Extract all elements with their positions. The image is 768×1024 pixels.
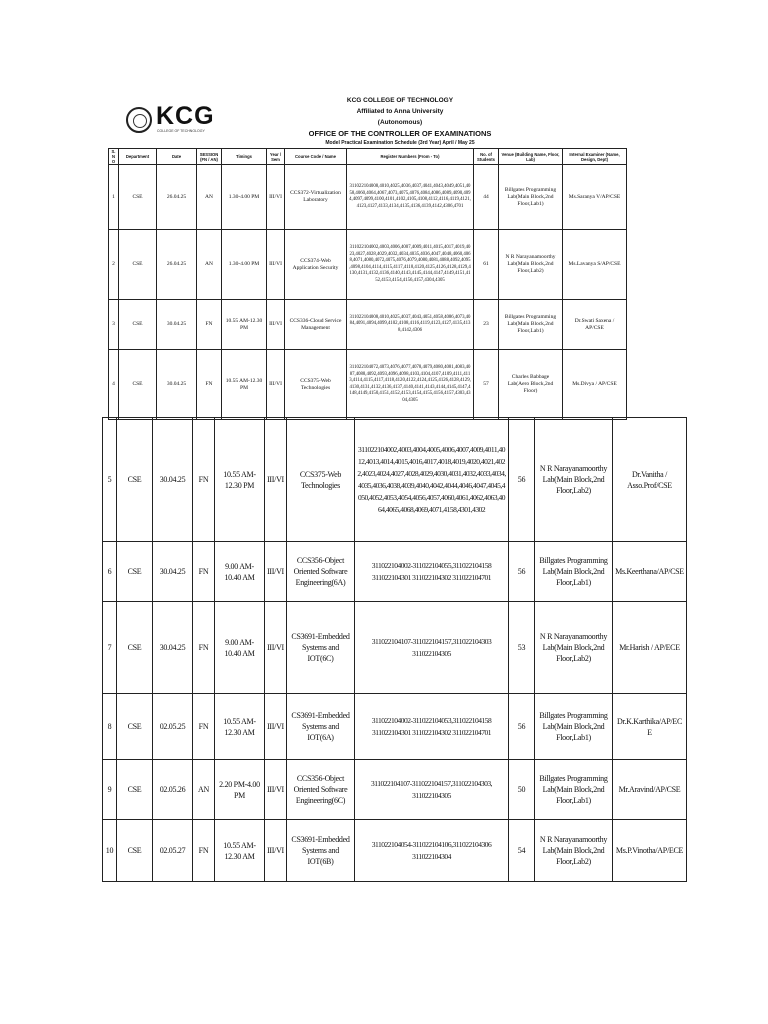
col-examiner: Internal Examiner (Name, Design, Dept)	[563, 149, 627, 165]
cell-sno: 5	[103, 418, 117, 542]
cell-students: 50	[509, 760, 535, 820]
cell-session: AN	[197, 230, 222, 300]
cell-venue: Billgates Programming Lab(Main Block,2nd Floor,Lab1)	[499, 165, 563, 230]
header-row	[109, 149, 627, 165]
cell-sno: 6	[103, 542, 117, 602]
cell-students: 56	[509, 694, 535, 760]
cell-venue: Billgates Programming Lab(Main Block,2nd Floor,Lab1)	[535, 760, 613, 820]
cell-register: 311022104107-311022104157,311022104303, 311022104305	[355, 760, 509, 820]
cell-department: CSE	[117, 602, 153, 694]
cell-register: 311022104072,4073,4076,4077,4078,4079,4080,4081,4083,4087,4088,4092,4093,4096,4098,4103,4104,4107,4109,4111,4113,4114,4115,4117,4118,4120,4122,4124,4125,4126,4128,4129,4130,4131,4132,4136,4137,4140,4141,4143,4144,4145,4147,4148,4149,4150,4151,4152,4153,4154,4155,4156,4157,4303,4304,4305	[347, 350, 474, 420]
cell-course: CCS356-Object Oriented Software Engineering(6A)	[287, 542, 355, 602]
cell-year-sem: III/VI	[265, 542, 287, 602]
table-row	[103, 820, 687, 882]
cell-venue: N R Narayanamoorthy Lab(Main Block,2nd Floor,Lab2)	[535, 602, 613, 694]
cell-date: 30.04.25	[153, 602, 193, 694]
table-row	[109, 300, 627, 350]
cell-register: 311022104107-311022104157,311022104303 311022104305	[355, 602, 509, 694]
cell-students: 61	[474, 230, 499, 300]
cell-year-sem: III/VI	[267, 165, 285, 230]
cell-course: CS3691-Embedded Systems and IOT(6B)	[287, 820, 355, 882]
col-session: SESSION (FN / AN)	[197, 149, 222, 165]
table-row	[109, 165, 627, 230]
table-row	[103, 418, 687, 542]
cell-year-sem: III/VI	[267, 300, 285, 350]
cell-department: CSE	[119, 350, 157, 420]
cell-department: CSE	[117, 542, 153, 602]
logo-subtitle: COLLEGE OF TECHNOLOGY	[157, 129, 205, 133]
col-timings: Timings	[222, 149, 267, 165]
cell-course: CCS372-Virtualization Laboratory	[285, 165, 347, 230]
cell-sno: 1	[109, 165, 119, 230]
cell-year-sem: III/VI	[267, 350, 285, 420]
cell-register: 311022104002-311022104053,311022104158 311022104301 311022104302 311022104701	[355, 694, 509, 760]
cell-examiner: Dr.Vanitha / Asso.Prof/CSE	[613, 418, 687, 542]
cell-venue: Charles Babbage Lab(Aero Block,2nd Floor)	[499, 350, 563, 420]
cell-examiner: Ms.Lavanya S/AP/CSE	[563, 230, 627, 300]
cell-examiner: Ms.P.Vinotha/AP/ECE	[613, 820, 687, 882]
col-date: Date	[157, 149, 197, 165]
cell-students: 44	[474, 165, 499, 230]
cell-course: CCS375-Web Technologies	[285, 350, 347, 420]
cell-venue: Billgates Programming Lab(Main Block,2nd Floor,Lab1)	[535, 694, 613, 760]
college-seal-icon	[126, 107, 152, 133]
cell-venue: N R Narayanamoorthy Lab(Main Block,2nd Floor,Lab2)	[535, 820, 613, 882]
cell-students: 54	[509, 820, 535, 882]
cell-date: 26.04.25	[157, 165, 197, 230]
cell-sno: 8	[103, 694, 117, 760]
cell-venue: N R Narayanamoorthy Lab(Main Block,2nd Floor,Lab2)	[499, 230, 563, 300]
table-row	[103, 542, 687, 602]
cell-date: 30.04.25	[153, 418, 193, 542]
cell-date: 30.04.25	[157, 300, 197, 350]
cell-date: 02.05.27	[153, 820, 193, 882]
cell-year-sem: III/VI	[267, 230, 285, 300]
col-venue: Venue (Building Name, Floor, Lab)	[499, 149, 563, 165]
cell-session: AN	[197, 165, 222, 230]
cell-session: FN	[193, 542, 215, 602]
cell-timings: 10.55 AM-12.30 PM	[222, 350, 267, 420]
cell-date: 02.05.26	[153, 760, 193, 820]
cell-department: CSE	[117, 418, 153, 542]
col-register: Register Numbers (From - To)	[347, 149, 474, 165]
cell-sno: 7	[103, 602, 117, 694]
cell-sno: 10	[103, 820, 117, 882]
cell-course: CS3691-Embedded Systems and IOT(6C)	[287, 602, 355, 694]
cell-students: 57	[474, 350, 499, 420]
cell-students: 53	[509, 602, 535, 694]
cell-course: CCS356-Object Oriented Software Engineering(6C)	[287, 760, 355, 820]
cell-timings: 2.20 PM-4.00 PM	[215, 760, 265, 820]
cell-sno: 2	[109, 230, 119, 300]
cell-register: 311022104002,4003,4004,4005,4006,4007,4009,4011,4012,4013,4014,4015,4016,4017,4018,4019,4020,4021,4022,4023,4024,4027,4028,4029,4030,4031,4032,4033,4034,4035,4036,4038,4039,4040,4042,4044,4046,4047,4045,4050,4052,4053,4054,4056,4057,4060,4061,4062,4063,4064,4065,4068,4069,4071,4158,4301,4302	[355, 418, 509, 542]
cell-year-sem: III/VI	[265, 820, 287, 882]
cell-date: 30.04.25	[153, 542, 193, 602]
col-course: Course Code / Name	[285, 149, 347, 165]
cell-date: 30.04.25	[157, 350, 197, 420]
cell-examiner: Ms.Saranya V/AP/CSE	[563, 165, 627, 230]
cell-department: CSE	[117, 820, 153, 882]
cell-students: 56	[509, 542, 535, 602]
cell-department: CSE	[119, 165, 157, 230]
cell-examiner: Ms.Keerthana/AP/CSE	[613, 542, 687, 602]
col-students: No. of Students	[474, 149, 499, 165]
cell-examiner: Mr.Harish / AP/ECE	[613, 602, 687, 694]
schedule-table-top	[108, 148, 627, 420]
cell-course: CCS375-Web Technologies	[287, 418, 355, 542]
cell-register: 311022104002-311022104055,311022104158 311022104301 311022104302 311022104701	[355, 542, 509, 602]
document-header	[250, 95, 550, 147]
cell-examiner: Mr.Aravind/AP/CSE	[613, 760, 687, 820]
cell-session: FN	[197, 350, 222, 420]
office-title: OFFICE OF THE CONTROLLER OF EXAMINATIONS	[308, 129, 492, 138]
cell-timings: 1.30-4.00 PM	[222, 230, 267, 300]
cell-students: 56	[509, 418, 535, 542]
cell-timings: 10.55 AM-12.30 AM	[215, 694, 265, 760]
cell-date: 26.04.25	[157, 230, 197, 300]
col-sno: S.NO	[109, 149, 119, 165]
cell-session: FN	[193, 602, 215, 694]
cell-timings: 10.55 AM-12.30 PM	[222, 300, 267, 350]
cell-year-sem: III/VI	[265, 602, 287, 694]
autonomous-status: (Autonomous)	[377, 119, 423, 126]
cell-department: CSE	[119, 300, 157, 350]
schedule-table-bottom	[102, 417, 687, 882]
logo-name: KCG	[156, 102, 215, 130]
cell-sno: 3	[109, 300, 119, 350]
cell-date: 02.05.25	[153, 694, 193, 760]
cell-department: CSE	[119, 230, 157, 300]
cell-register: 311022104008,4010,4025,4037,4043,4051,4058,4086,4073,4084,4091,4094,4099,4102,4108,4116,4119,4123,4127,4135,4138,4142,4306	[347, 300, 474, 350]
cell-department: CSE	[117, 760, 153, 820]
cell-examiner: Ms.Divya / AP/CSE	[563, 350, 627, 420]
cell-venue: Billgates Programming Lab(Main Block,2nd Floor,Lab1)	[499, 300, 563, 350]
table-row	[109, 230, 627, 300]
cell-course: CS3691-Embedded Systems and IOT(6A)	[287, 694, 355, 760]
cell-timings: 9.00 AM-10.40 AM	[215, 602, 265, 694]
cell-register: 311022104002,4003,4006,4007,4009,4011,4015,4017,4019,4023,4027,4028,4029,4032,4034,4035,4036,4047,4048,4060,4068,4071,4080,4072,4075,4076,4079,4080,4081,4088,4092,4095,4098,4104,4114,4115,4117,4118,4120,4125,4126,4128,4129,4130,4131,4132,4136,4140,4143,4145,4144,4147,4149,4151,4152,4153,4154,4156,4157,4304,4305	[347, 230, 474, 300]
cell-examiner: Dr.K.Karthika/AP/ECE	[613, 694, 687, 760]
cell-register: 311022104054-311022104106,311022104306 311022104304	[355, 820, 509, 882]
col-year-sem: Year / Sem	[267, 149, 285, 165]
cell-timings: 1.30-4.00 PM	[222, 165, 267, 230]
cell-timings: 9.00 AM-10.40 AM	[215, 542, 265, 602]
college-name: KCG COLLEGE OF TECHNOLOGY	[346, 97, 454, 104]
cell-course: CCS374-Web Application Security	[285, 230, 347, 300]
cell-session: FN	[193, 820, 215, 882]
cell-session: FN	[193, 694, 215, 760]
cell-session: AN	[193, 760, 215, 820]
cell-venue: Billgates Programming Lab(Main Block,2nd Floor,Lab1)	[535, 542, 613, 602]
affiliation: Affiliated to Anna University	[356, 108, 444, 115]
cell-year-sem: III/VI	[265, 694, 287, 760]
cell-year-sem: III/VI	[265, 418, 287, 542]
cell-department: CSE	[117, 694, 153, 760]
cell-timings: 10.55 AM-12.30 PM	[215, 418, 265, 542]
cell-course: CCS336-Cloud Service Management	[285, 300, 347, 350]
table-row	[103, 694, 687, 760]
cell-register: 311022104008,4010,4025,4036,4037,4041,4043,4049,4051,4058,4060,4064,4067,4073,4075,4076,4084,4086,4089,4090,4094,4097,4099,4100,4101,4102,4105,4108,4112,4116,4119,4121,4123,4127,4133,4134,4135,4136,4139,4142,4306,4701	[347, 165, 474, 230]
cell-sno: 9	[103, 760, 117, 820]
cell-examiner: Dr.Swati Saxena / AP/CSE	[563, 300, 627, 350]
cell-sno: 4	[109, 350, 119, 420]
col-department: Department	[119, 149, 157, 165]
cell-year-sem: III/VI	[265, 760, 287, 820]
table-row	[109, 350, 627, 420]
table-row	[103, 602, 687, 694]
cell-venue: N R Narayanamoorthy Lab(Main Block,2nd Floor,Lab2)	[535, 418, 613, 542]
cell-session: FN	[197, 300, 222, 350]
schedule-title: Model Practical Examination Schedule (3rd Year) April / May 25	[325, 140, 475, 146]
table-row	[103, 760, 687, 820]
cell-students: 23	[474, 300, 499, 350]
cell-session: FN	[193, 418, 215, 542]
cell-timings: 10.55 AM-12.30 AM	[215, 820, 265, 882]
